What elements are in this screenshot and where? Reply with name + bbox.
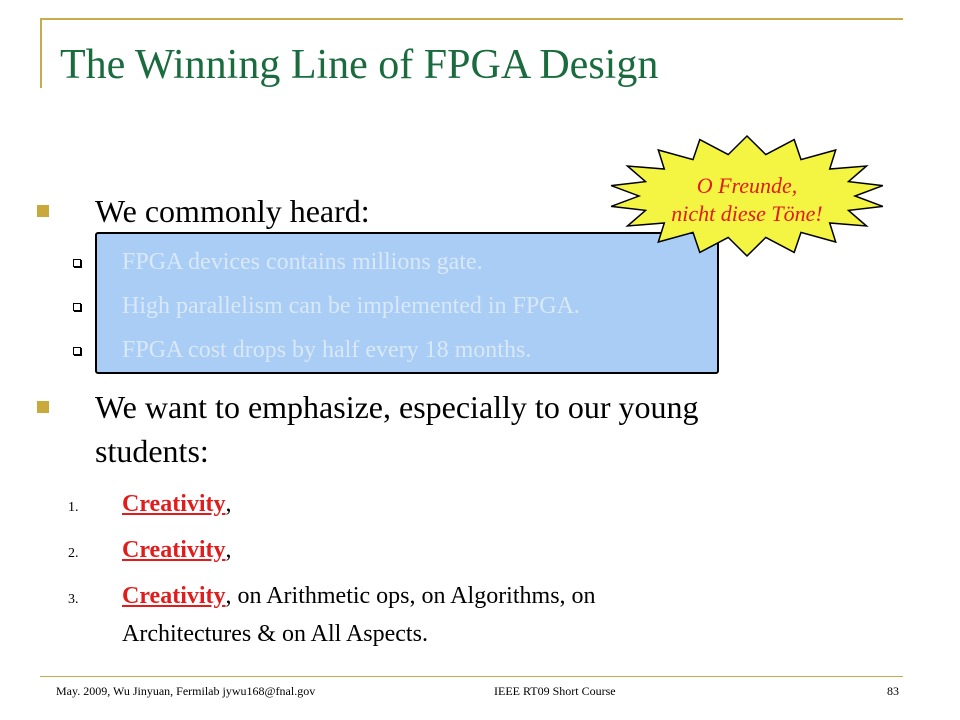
bullet-text-emphasize-2: students: <box>95 433 209 469</box>
callout-line-2: nicht diese Töne! <box>671 201 823 226</box>
creativity-highlight: Creativity <box>122 491 226 517</box>
footer-rule <box>40 676 903 677</box>
footer-author: May. 2009, Wu Jinyuan, Fermilab jywu168@fnal.gov <box>56 684 316 698</box>
list-number: 1. <box>68 500 79 515</box>
footer-page-number: 83 <box>887 684 899 698</box>
callout-text <box>606 172 888 228</box>
creativity-highlight: Creativity <box>122 537 226 563</box>
creativity-highlight: Creativity <box>122 583 226 609</box>
bullet-text-heard: We commonly heard: <box>95 193 370 229</box>
checkbox-bullet-icon <box>73 303 81 311</box>
sub-bullet-parallelism-text: High parallelism can be implemented in FPGA. <box>122 293 580 319</box>
list-item-creativity-3 <box>122 582 596 610</box>
checkbox-bullet-icon <box>73 259 81 267</box>
bullet-text-emphasize-1: We want to emphasize, especially to our young <box>95 389 699 425</box>
sub-bullet-cost: FPGA cost drops by half every 18 months. <box>122 337 532 363</box>
list-item-creativity-1 <box>122 490 232 518</box>
list-item-rest: , <box>225 491 232 517</box>
list-number: 2. <box>68 546 79 561</box>
list-item-rest: , <box>225 537 232 563</box>
frame-left-rule <box>40 18 42 88</box>
list-item-creativity-3-line2: Architectures & on All Aspects. <box>122 621 428 647</box>
checkbox-bullet-icon <box>73 347 81 355</box>
sub-bullet-devices: FPGA devices contains millions gate. <box>122 249 483 275</box>
callout-line-1: O Freunde, <box>696 173 798 198</box>
footer-course: IEEE RT09 Short Course <box>494 684 616 698</box>
list-item-rest: , on Arithmetic ops, on Algorithms, on <box>225 583 596 609</box>
frame-top-rule <box>40 18 903 20</box>
list-item-creativity-2 <box>122 536 232 564</box>
bullet-square-icon <box>37 205 49 217</box>
slide-title: The Winning Line of FPGA Design <box>60 42 659 88</box>
sub-bullet-parallelism <box>122 292 580 320</box>
bullet-square-icon <box>37 401 49 413</box>
list-number: 3. <box>68 592 79 607</box>
